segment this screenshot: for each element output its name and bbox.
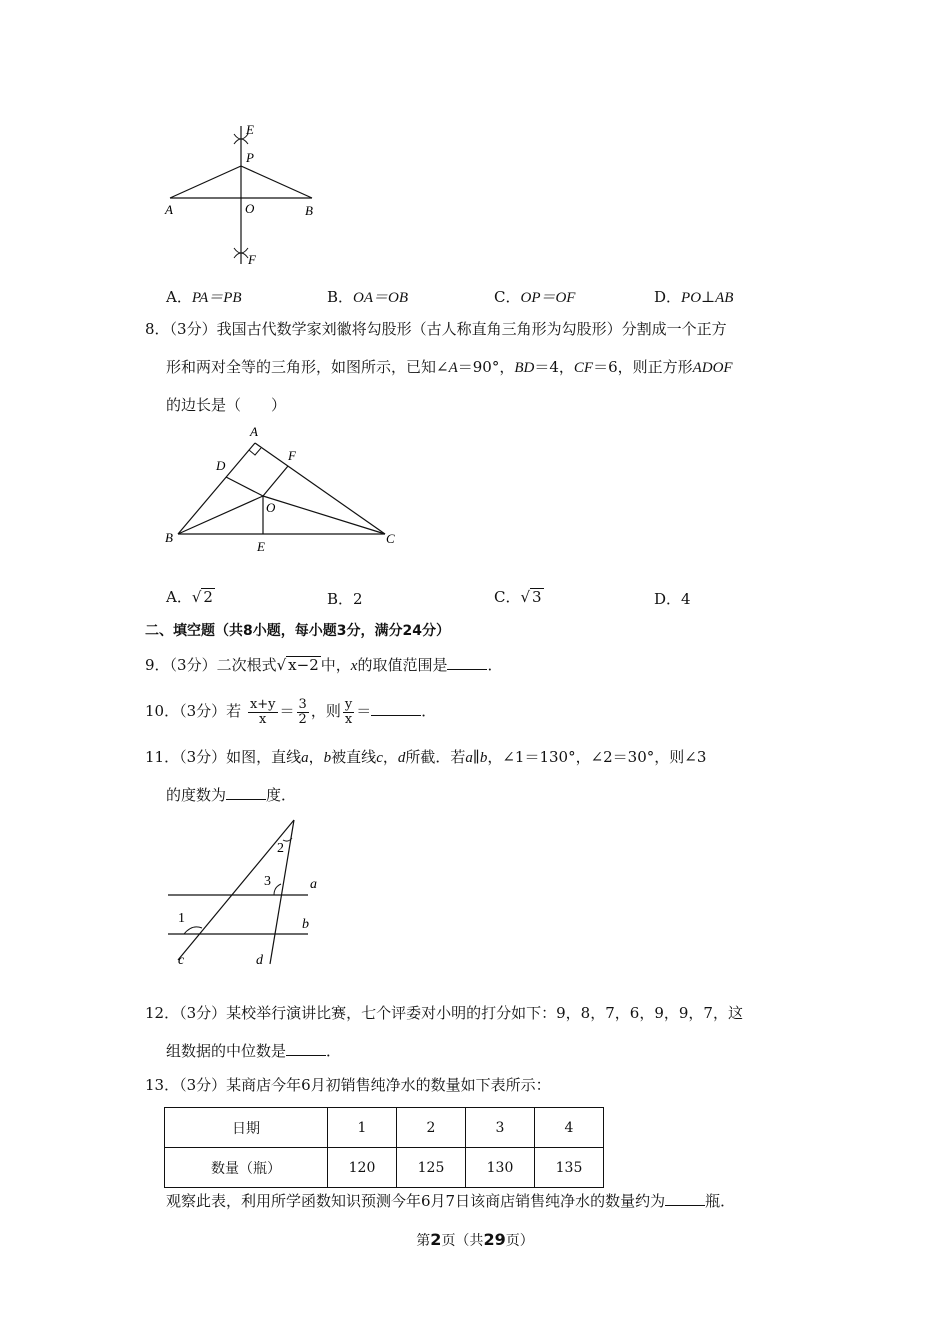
q8-option-a: A．√ 2 xyxy=(166,588,213,606)
q7-option-d: D．PO⊥AB xyxy=(654,288,734,306)
q11-figure xyxy=(160,812,340,972)
q8-label-e: E xyxy=(257,539,265,554)
q11-answer-blank xyxy=(226,785,266,800)
q7-label-e: E xyxy=(246,122,254,137)
q7-label-a: A xyxy=(165,202,173,217)
q11-label-a: a xyxy=(310,877,317,892)
q8-line2: 形和两对全等的三角形，如图所示，已知∠A＝90°，BD＝4，CF＝6，则正方形ADOF xyxy=(166,358,733,376)
q7-line-pa xyxy=(170,166,241,198)
page-footer: 第2页（共29页） xyxy=(416,1230,534,1249)
q10-answer-blank xyxy=(371,701,421,716)
table-cell: 135 xyxy=(535,1148,604,1188)
q9: 9．（3分）二次根式√ x−2 中，x的取值范围是 ． xyxy=(145,656,503,674)
table-row xyxy=(165,1148,604,1188)
q8-label-o: O xyxy=(266,500,276,515)
q8-option-c: C．√ 3 xyxy=(494,588,542,606)
q11-line2: 的度数为 度． xyxy=(166,786,297,804)
q11-arc-3 xyxy=(274,884,281,895)
q13-line1: 13．（3分）某商店今年6月初销售纯净水的数量如下表所示： xyxy=(145,1076,551,1094)
section-heading: 二、填空题（共8小题，每小题3分，满分24分） xyxy=(145,623,450,639)
q12-answer-blank xyxy=(286,1041,326,1056)
q8-line3: 的边长是（ ） xyxy=(166,396,287,414)
q7-figure xyxy=(160,118,330,273)
q10-fraction-2: $\frac{3}{2}$ xyxy=(298,696,307,727)
table-cell: 日期 xyxy=(165,1108,328,1148)
q8-label-d: D xyxy=(216,458,226,473)
q7-option-a: A．PA＝PB xyxy=(166,288,242,306)
q13-line2: 观察此表，利用所学函数知识预测今年6月7日该商店销售纯净水的数量约为 瓶． xyxy=(166,1192,736,1210)
q12-line2: 组数据的中位数是 ． xyxy=(166,1042,342,1060)
q7-option-c: C．OP＝OF xyxy=(494,288,576,306)
q11-label-d: d xyxy=(256,953,263,968)
table-row xyxy=(165,1108,604,1148)
q11-arc-1 xyxy=(184,927,202,934)
table-cell: 4 xyxy=(535,1108,604,1148)
table-cell: 数量（瓶） xyxy=(165,1148,328,1188)
q7-label-f: F xyxy=(248,252,256,267)
q8-line-ab xyxy=(178,443,255,534)
q10: 10．（3分）若 $\frac{x+y}{x}$ ＝ $\frac{3}{2}$ ，则 $\frac{y}{x}$ ＝ ． xyxy=(145,696,437,727)
q8-line-fo xyxy=(263,466,288,496)
q13-answer-blank xyxy=(665,1191,705,1206)
table-cell: 120 xyxy=(328,1148,397,1188)
q8-option-d: D．4 xyxy=(654,590,691,608)
q11-label-2: 2 xyxy=(277,841,284,856)
q8-line1: 8．（3分）我国古代数学家刘徽将勾股形（古人称直角三角形为勾股形）分割成一个正方 xyxy=(145,320,727,338)
q8-label-c: C xyxy=(386,531,395,546)
table-cell: 125 xyxy=(397,1148,466,1188)
q11-label-1: 1 xyxy=(178,911,185,926)
q13-table xyxy=(164,1107,604,1188)
table-cell: 3 xyxy=(466,1108,535,1148)
q7-line-pb xyxy=(241,166,312,198)
q8-line-co xyxy=(263,496,385,534)
q7-option-b: B．OA＝OB xyxy=(327,288,409,306)
q8-label-a: A xyxy=(250,424,258,439)
q8-right-angle xyxy=(249,448,261,455)
q7-label-p: P xyxy=(246,150,254,165)
q8-label-f: F xyxy=(288,448,296,463)
q11-label-b: b xyxy=(302,917,309,932)
q11-label-3: 3 xyxy=(264,874,271,889)
q11-label-c: c xyxy=(178,953,185,968)
table-cell: 1 xyxy=(328,1108,397,1148)
q10-fraction-3: $\frac{y}{x}$ xyxy=(344,696,353,727)
q9-answer-blank xyxy=(447,655,487,670)
q7-label-b: B xyxy=(305,203,313,218)
q8-figure xyxy=(160,420,410,560)
table-cell: 130 xyxy=(466,1148,535,1188)
q8-label-b: B xyxy=(165,530,173,545)
q11-line1: 11．（3分）如图，直线a，b被直线c，d所截．若a∥b，∠1＝130°，∠2＝30°，则∠3 xyxy=(145,748,707,766)
q12-line1: 12．（3分）某校举行演讲比赛，七个评委对小明的打分如下：9，8，7，6，9，9，7，这 xyxy=(145,1004,743,1022)
q7-label-o: O xyxy=(245,201,255,216)
q10-fraction-1: $\frac{x+y}{x}$ xyxy=(249,696,276,727)
q8-line-do xyxy=(226,477,263,496)
q8-option-b: B．2 xyxy=(327,590,363,608)
q8-line-ac xyxy=(255,443,385,534)
table-cell: 2 xyxy=(397,1108,466,1148)
q8-line-bo xyxy=(178,496,263,534)
